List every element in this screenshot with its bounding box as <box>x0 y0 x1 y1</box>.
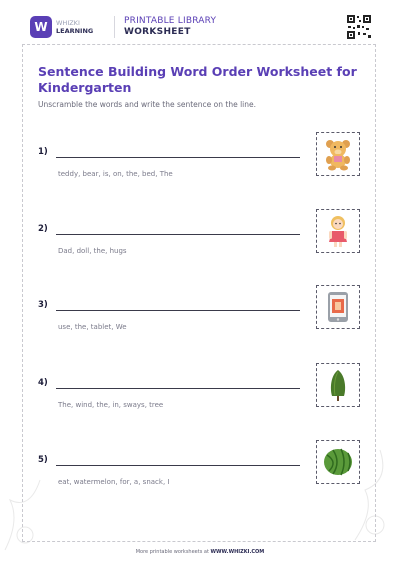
footer <box>0 549 400 555</box>
answer-line[interactable] <box>56 234 300 235</box>
picture-box <box>316 363 360 407</box>
question-number: 5) <box>38 455 48 465</box>
scrambled-words: teddy, bear, is, on, the, bed, The <box>58 170 173 178</box>
picture-box <box>316 209 360 253</box>
footer-link[interactable]: WWW.WHIZKI.COM <box>210 549 265 555</box>
answer-line[interactable] <box>56 388 300 389</box>
logo-mark-icon: W <box>30 16 52 38</box>
qr-code-icon[interactable] <box>346 14 372 40</box>
picture-box <box>316 285 360 329</box>
page-title: Sentence Building Word Order Worksheet for Kindergarten <box>38 64 357 95</box>
watermelon-icon <box>321 445 355 479</box>
scrambled-words: use, the, tablet, We <box>58 323 127 331</box>
whizki-logo[interactable] <box>30 14 110 40</box>
doll-icon <box>321 214 355 248</box>
scrambled-words: eat, watermelon, for, a, snack, I <box>58 478 170 486</box>
question-number: 3) <box>38 300 48 310</box>
page-header <box>22 10 376 44</box>
tablet-icon <box>321 290 355 324</box>
footer-text: More printable worksheets at <box>135 549 211 555</box>
header-title-line-2: WORKSHEET <box>124 27 191 37</box>
answer-line[interactable] <box>56 465 300 466</box>
logo-line-2: LEARNING <box>56 27 94 35</box>
scrambled-words: Dad, doll, the, hugs <box>58 247 127 255</box>
picture-box <box>316 440 360 484</box>
question-number: 2) <box>38 224 48 234</box>
header-title-line-1: PRINTABLE LIBRARY <box>124 16 217 26</box>
answer-line[interactable] <box>56 310 300 311</box>
teddy-bear-icon <box>321 137 355 171</box>
header-divider <box>114 16 115 38</box>
scrambled-words: The, wind, the, in, sways, tree <box>58 401 164 409</box>
instructions: Unscramble the words and write the sentence on the line. <box>38 100 256 109</box>
picture-box <box>316 132 360 176</box>
tree-icon <box>321 368 355 402</box>
question-number: 1) <box>38 147 48 157</box>
question-number: 4) <box>38 378 48 388</box>
logo-line-1: WHIZKI <box>56 19 80 27</box>
answer-line[interactable] <box>56 157 300 158</box>
